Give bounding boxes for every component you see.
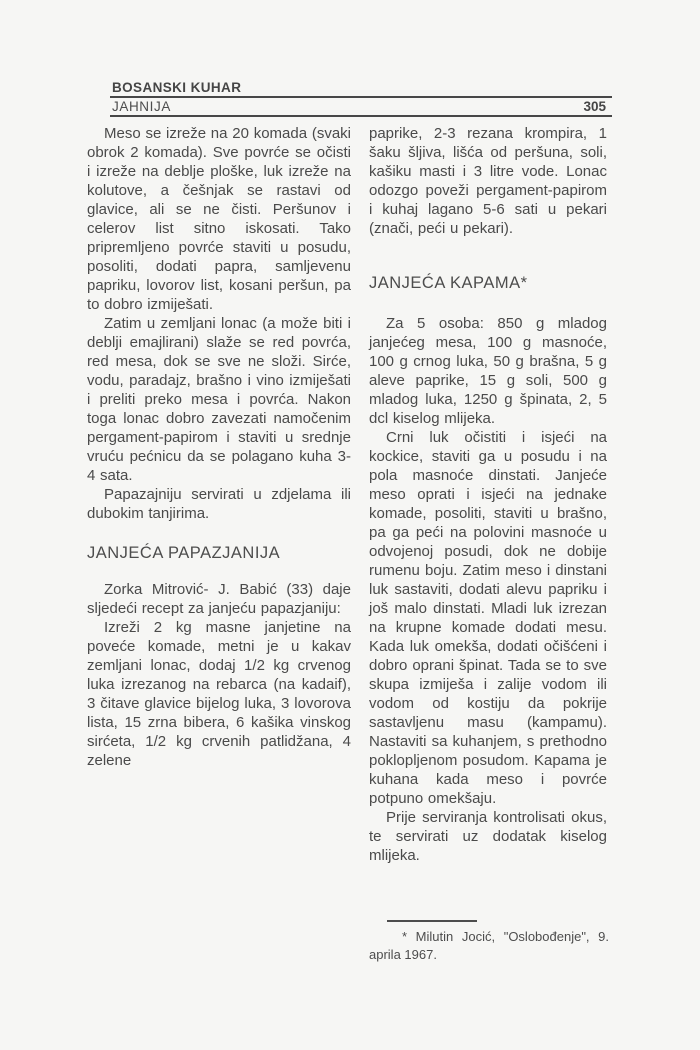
right-column	[369, 124, 607, 865]
header-rule-top	[110, 96, 612, 98]
paragraph-paprike-continuation: paprike, 2-3 rezana krompira, 1 šaku šljiva, lišća od peršuna, soli, kašiku masti i 3 litre vode. Lonac odozgo poveži pergament-papirom i kuhaj lagano 5-6 sati u pekari (znači, peći u pekari).	[369, 125, 607, 237]
footnote-rule	[387, 920, 477, 922]
paragraph-prije-serviranja: Prije serviranja kontrolisati okus, te servirati uz dodatak kiselog mlijeka.	[369, 809, 607, 864]
paragraph-papazajniju-servirati: Papazajniju servirati u zdjelama ili dubokim tanjirima.	[87, 486, 351, 522]
paragraph-meso-se-izreze: Meso se izreže na 20 komada (svaki obrok 2 komada). Sve povrće se očisti i izreže na deblje ploške, luk izreže na kolutove, a češnjak se rastavi od glavice, ali se ne čisti. Peršunov i celerov list sitno iskosati. Tako pripremljeno povrće staviti u posudu, posoliti, dodati papra, samljevenu papriku, lovorov list, kosani peršun, pa to dobro izmiješati.	[87, 125, 351, 313]
paragraph-zorka-mitrovic: Zorka Mitrović- J. Babić (33) daje sljedeći recept za janjeću papazjaniju:	[87, 581, 351, 617]
footnote	[369, 920, 609, 964]
left-column	[87, 124, 351, 770]
paragraph-za-5-osoba: Za 5 osoba: 850 g mladog janjećeg mesa, 100 g masnoće, 100 g crnog luka, 50 g brašna, 5 g aleve paprike, 15 g soli, 500 g mladog luka, 1250 g špinata, 2, 5 dcl kiselog mlijeka.	[369, 315, 607, 427]
paragraph-crni-luk-ocistiti: Crni luk očistiti i isjeći na kockice, staviti ga u posudu i na pola masnoće dinstati. Janjeće meso oprati i isjeći na jednake komade, posoliti, staviti u brašno, pa ga peći na polovini masnoće u odvojenoj posudi, dok ne dobije rumenu boju. Zatim meso i dinstani luk sastaviti, dodati alevu papriku i još malo dinstati. Mladi luk izrezan na krupne komade dodati mesu. Kada luk omekša, dodati očišćeni i dobro oprani špinat. Tada se to sve skupa izmiješa i zalije vodom ili vodom od kostiju da pokrije sastavljenu masu (kampamu). Nastaviti sa kuhanjem, s prethodno poklopljenom posudom. Kapama je kuhana kada meso i povrće potpuno omekšaju.	[369, 429, 607, 807]
header-rule-bottom	[110, 115, 612, 117]
book-title: BOSANSKI KUHAR	[112, 80, 242, 95]
chapter-title: JAHNIJA	[112, 99, 171, 114]
footnote-text: * Milutin Jocić, "Oslobođenje", 9. aprila 1967.	[369, 928, 609, 962]
paragraph-zatim-u-zemljani: Zatim u zemljani lonac (a može biti i deblji emajlirani) slaže se red povrća, red mesa, dok se sve ne složi. Sirće, vodu, paradajz, brašno i vino izmiješati i preliti preko mesa i povrća. Nakon toga lonac dobro zavezati namočenim pergament-papirom i staviti u srednje vruću pećnicu da se polagano kuha 3-4 sata.	[87, 315, 351, 484]
recipe-heading-janjeca-kapama: JANJEĆA KAPAMA*	[369, 274, 528, 292]
recipe-heading-janjeca-papazjanija: JANJEĆA PAPAZJANIJA	[87, 544, 281, 562]
page-number: 305	[583, 99, 606, 114]
paragraph-izrezi-2-kg: Izreži 2 kg masne janjetine na poveće komade, metni je u kakav zemljani lonac, dodaj 1/2 kg crvenog luka izrezanog na rebarca (na kadaif), 3 čitave glavice bijelog luka, 3 lovorova lista, 15 zrna bibera, 6 kašika vinskog sirćeta, 1/2 kg crvenih patlidžana, 4 zelene	[87, 619, 351, 769]
